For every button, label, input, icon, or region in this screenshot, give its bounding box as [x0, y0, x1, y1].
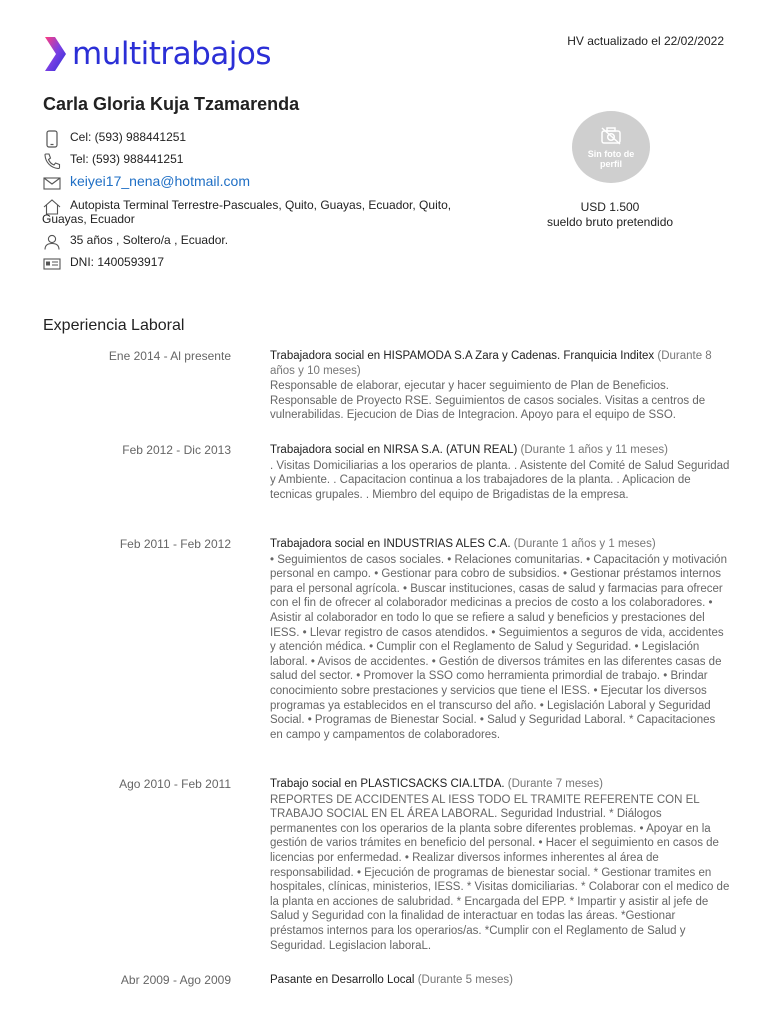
- experience-date: Abr 2009 - Ago 2009: [120, 973, 231, 987]
- experience-title: Trabajadora social en NIRSA S.A. (ATUN REAL): [270, 444, 518, 456]
- tel-row: [42, 152, 472, 174]
- person-icon: [42, 233, 62, 251]
- experience-description: REPORTES DE ACCIDENTES AL IESS TODO EL TRAMITE REFERENTE CON EL TRABAJO SOCIAL EN EL ÁREA LABORAL. Seguridad Industrial. * Diálogos permanentes con los operarios de la planta sobre diferentes problemas. • Apoyar en la gestión de varios trámites en beneficio del personal. • Hacer el seguimiento en casos de licencias por enfermedad. • Realizar diversos informes inherentes al área de responsabilidad. • Ejecución de programas de bienestar social. * Gestionar tramites en hospitales, clínicas, ministerios, IESS. * Visitas domiciliarias. * Colaborar con el medico de la planta en acciones de salubridad. * Encargada del EPP. * Impartir y asistir al jefe de Salud y Seguridad con la finalidad de interactuar en todas las áreas. *Gestionar préstamos internos para los operarios/as. *Cumplir con el Reglamento de Salud y Seguridad. Legislacion laboraL.: [270, 793, 730, 952]
- salary-block: [520, 200, 700, 230]
- profile-photo-placeholder: [572, 111, 650, 183]
- photo-label: Sin foto de perfil: [587, 148, 635, 169]
- experience-date: Ene 2014 - Al presente: [108, 349, 231, 363]
- email-link[interactable]: keiyei17_nena@hotmail.com: [70, 173, 250, 189]
- logo[interactable]: [42, 34, 271, 74]
- tel-text: Tel: (593) 988441251: [70, 152, 184, 166]
- experience-body: [270, 777, 730, 953]
- experience-title: Trabajo social en PLASTICSACKS CIA.LTDA.: [270, 778, 505, 790]
- experience-body: [270, 349, 730, 423]
- age-row: [42, 233, 472, 255]
- dni-text: DNI: 1400593917: [70, 255, 165, 269]
- updated-date: HV actualizado el 22/02/2022: [567, 34, 724, 48]
- salary-label: sueldo bruto pretendido: [546, 215, 674, 229]
- experience-description: Responsable de elaborar, ejecutar y hacer seguimiento de Plan de Beneficios. Responsable de Proyecto RSE. Seguimientos de casos sociales. Visitas a centros de vulnerabilidas. Ejecucion de Dias de Integracion. Apoyo para el equipo de SSO.: [270, 380, 706, 422]
- experience-title: Trabajadora social en INDUSTRIAS ALES C.A.: [270, 538, 511, 550]
- mail-icon: [42, 174, 62, 192]
- experience-duration: (Durante 7 meses): [507, 778, 603, 790]
- candidate-name: Carla Gloria Kuja Tzamarenda: [43, 94, 300, 114]
- experience-description: . Visitas Domiciliarias a los operarios de planta. . Asistente del Comité de Salud Seguridad y Ambiente. . Capacitacion continua a los trabajadores de la planta. . Aplicacion de tecnicas grupales. . Miembro del equipo de Brigadistas de la empresa.: [270, 459, 730, 501]
- cel-row: [42, 130, 472, 152]
- experience-body: [270, 443, 730, 502]
- dni-row: [42, 255, 472, 277]
- salary-amount: USD 1.500: [580, 200, 640, 214]
- email-row: [42, 174, 472, 198]
- experience-body: [270, 537, 730, 742]
- experience-section-title: Experiencia Laboral: [43, 317, 185, 334]
- contact-info: [42, 130, 472, 277]
- cel-text: Cel: (593) 988441251: [70, 130, 187, 144]
- experience-date: Feb 2011 - Feb 2012: [119, 537, 231, 551]
- experience-duration: (Durante 8 años y 10 meses): [270, 350, 712, 377]
- experience-body: [270, 973, 730, 989]
- experience-date: Feb 2012 - Dic 2013: [122, 443, 231, 457]
- phone-icon: [42, 152, 62, 170]
- logo-text: multitrabajos: [72, 36, 272, 72]
- experience-duration: (Durante 5 meses): [417, 974, 513, 986]
- address-row: [42, 198, 472, 234]
- logo-mark-icon: [42, 35, 68, 73]
- id-card-icon: [42, 255, 62, 273]
- age-status-text: 35 años , Soltero/a , Ecuador.: [70, 233, 229, 247]
- experience-title: Pasante en Desarrollo Local: [270, 974, 415, 986]
- experience-date: Ago 2010 - Feb 2011: [119, 777, 231, 791]
- experience-duration: (Durante 1 años y 1 meses): [513, 538, 656, 550]
- home-icon: [42, 198, 62, 216]
- address-text: Autopista Terminal Terrestre-Pascuales, Quito, Guayas, Ecuador, Quito, Guayas, Ecuador: [42, 198, 452, 226]
- no-camera-icon: [599, 126, 623, 146]
- experience-duration: (Durante 1 años y 11 meses): [520, 444, 668, 456]
- experience-title: Trabajadora social en HISPAMODA S.A Zara y Cadenas. Franquicia Inditex: [270, 350, 655, 362]
- mobile-phone-icon: [42, 130, 62, 148]
- experience-description: • Seguimientos de casos sociales. • Relaciones comunitarias. • Capacitación y motivación personal en campo. • Gestionar para cobro de subsidios. • Gestionar préstamos internos para el personal agrícola. • Buscar instituciones, casas de salud y farmacias para ofrecer con el fin de ofrecer al colaborador medicinas a precios de costo a los colaboradores. • Asistir al colaborador en todo lo que se refiere a salud y beneficios y prestaciones del IESS. • Llevar registro de casos atendidos. • Seguimientos a seguros de vida, accidentes y atención médica. • Cumplir con el Reglamento de Salud y Seguridad. • Legislación laboral. • Avisos de accidentes. • Gestión de diversos trámites en las diferentes casas de salud del sector. • Promover la SSO como herramienta primordial de trabajo. • Brindar conocimiento sobre prestaciones y servicios que tiene el IESS. • Ejecutar los diversos programas ya establecidos en el transcurso del año. • Legislación Laboral y Seguridad Social. • Programas de Bienestar Social. • Salud y Seguridad Laboral. * Capacitaciones en campo y campamentos de colaboradores.: [270, 553, 727, 741]
